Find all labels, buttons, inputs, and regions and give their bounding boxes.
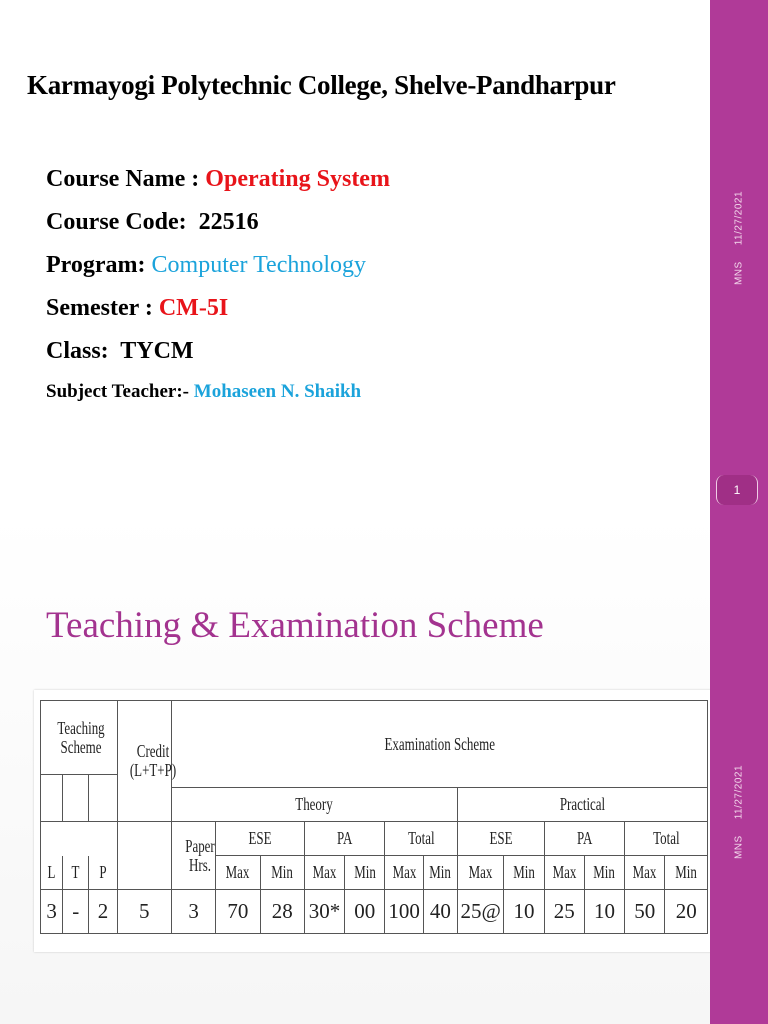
value-cell: 10: [584, 890, 624, 934]
max-header: Max: [216, 856, 260, 890]
examination-scheme-header: Examination Scheme: [171, 701, 707, 788]
value-cell: 00: [345, 890, 385, 934]
class-line: [46, 338, 194, 365]
min-header: Min: [423, 856, 457, 890]
max-header: Max: [625, 856, 665, 890]
scheme-slide: [0, 512, 768, 1024]
value-cell: 3: [171, 890, 215, 934]
teacher-value: Mohaseen N. Shaikh: [193, 381, 362, 402]
value-cell: 2: [89, 890, 117, 934]
p-label: P: [89, 856, 117, 890]
credit-header: Credit (L+T+P): [117, 701, 171, 822]
min-header: Min: [584, 856, 624, 890]
teaching-scheme-header: Teaching Scheme: [41, 701, 118, 775]
value-cell: 28: [260, 890, 304, 934]
sidebar-footer-text: [734, 757, 745, 867]
value-cell: 100: [385, 890, 423, 934]
scheme-table-image: [34, 690, 716, 952]
values-row: [41, 890, 708, 934]
t-header: [63, 775, 89, 822]
semester-label: Semester :: [46, 295, 159, 321]
min-header: Min: [345, 856, 385, 890]
course-code-label: Course Code:: [46, 209, 199, 235]
semester-value: CM-5I: [158, 295, 229, 321]
page-number-badge: 1: [716, 475, 758, 505]
t-label: T: [63, 856, 89, 890]
practical-total-header: Total: [625, 822, 708, 856]
max-header: Max: [457, 856, 503, 890]
sidebar-footer-text: [734, 183, 745, 293]
sidebar-author: MNS: [733, 835, 745, 860]
scheme-table: [40, 700, 708, 934]
semester-line: [46, 295, 228, 322]
paper-hrs-header: Paper Hrs.: [171, 822, 215, 890]
value-cell: 50: [625, 890, 665, 934]
scheme-title: Teaching & Examination Scheme: [46, 605, 544, 646]
value-cell: 5: [117, 890, 171, 934]
sidebar-author: MNS: [733, 261, 745, 286]
min-header: Min: [260, 856, 304, 890]
program-value: Computer Technology: [151, 252, 367, 278]
college-name: Karmayogi Polytechnic College, Shelve-Pandharpur: [27, 70, 616, 100]
practical-ese-header: ESE: [457, 822, 544, 856]
class-label: Class:: [46, 338, 121, 364]
value-cell: 3: [41, 890, 63, 934]
value-cell: 20: [665, 890, 708, 934]
course-name-line: [46, 166, 390, 193]
practical-header: Practical: [457, 788, 707, 822]
value-cell: 25@: [457, 890, 503, 934]
teacher-label: Subject Teacher:-: [46, 381, 194, 402]
value-cell: 30*: [304, 890, 344, 934]
program-line: [46, 252, 366, 279]
course-name-label: Course Name :: [46, 166, 206, 192]
p-header: [89, 775, 117, 822]
value-cell: 40: [423, 890, 457, 934]
l-header: [41, 775, 63, 822]
value-cell: 25: [544, 890, 584, 934]
theory-pa-header: PA: [304, 822, 385, 856]
slide-sidebar: [710, 0, 768, 512]
value-cell: -: [63, 890, 89, 934]
value-cell: 10: [504, 890, 544, 934]
min-header: Min: [504, 856, 544, 890]
practical-pa-header: PA: [544, 822, 625, 856]
course-code-value: 22516: [198, 209, 259, 235]
course-name-value: Operating System: [205, 166, 390, 192]
slide-sidebar: [710, 512, 768, 1024]
max-header: Max: [544, 856, 584, 890]
theory-header: Theory: [171, 788, 457, 822]
sidebar-date: 11/27/2021: [733, 764, 745, 820]
sidebar-date: 11/27/2021: [733, 190, 745, 246]
class-value: TYCM: [120, 338, 194, 364]
teacher-line: [46, 381, 361, 403]
max-header: Max: [304, 856, 344, 890]
theory-ese-header: ESE: [216, 822, 305, 856]
course-code-line: [46, 209, 259, 236]
min-header: Min: [665, 856, 708, 890]
max-header: Max: [385, 856, 423, 890]
program-label: Program:: [46, 252, 152, 278]
value-cell: 70: [216, 890, 260, 934]
l-label: L: [41, 856, 63, 890]
theory-total-header: Total: [385, 822, 458, 856]
